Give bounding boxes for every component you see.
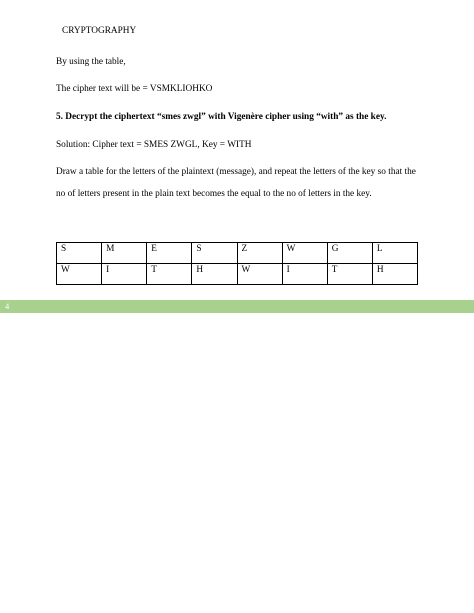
paragraph-instruction-line-2: no of letters present in the plain text becomes the equal to the no of letters in the key. [56,189,372,199]
table-cell: T [147,264,192,285]
table-cell: M [102,243,147,264]
table-cell: S [57,243,102,264]
table-cell: H [192,264,237,285]
page-number: 4 [5,301,10,311]
table-cell: S [192,243,237,264]
table-cell: W [282,243,327,264]
table-cell: W [57,264,102,285]
table-cell: I [102,264,147,285]
table-cell: T [327,264,372,285]
paragraph-instruction-line-1: Draw a table for the letters of the plaintext (message), and repeat the letters of the key so that the [56,167,416,177]
question-heading: 5. Decrypt the ciphertext “smes zwgl” with Vigenère cipher using “with” as the key. [56,112,387,122]
header-title: CRYPTOGRAPHY [62,26,137,36]
table-row-key [57,264,418,285]
paragraph-cipher-result: The cipher text will be = VSMKLIOHKO [56,84,213,94]
table-cell: E [147,243,192,264]
table-cell: Z [237,243,282,264]
table-cell: G [327,243,372,264]
footer-bar [0,300,474,313]
paragraph-solution: Solution: Cipher text = SMES ZWGL, Key = WITH [56,140,252,150]
table-cell: L [372,243,417,264]
paragraph-table-intro: By using the table, [56,57,126,67]
table-row-ciphertext [57,243,418,264]
table-cell: H [372,264,417,285]
table-cell: W [237,264,282,285]
vigenere-table [56,242,418,285]
table-cell: I [282,264,327,285]
